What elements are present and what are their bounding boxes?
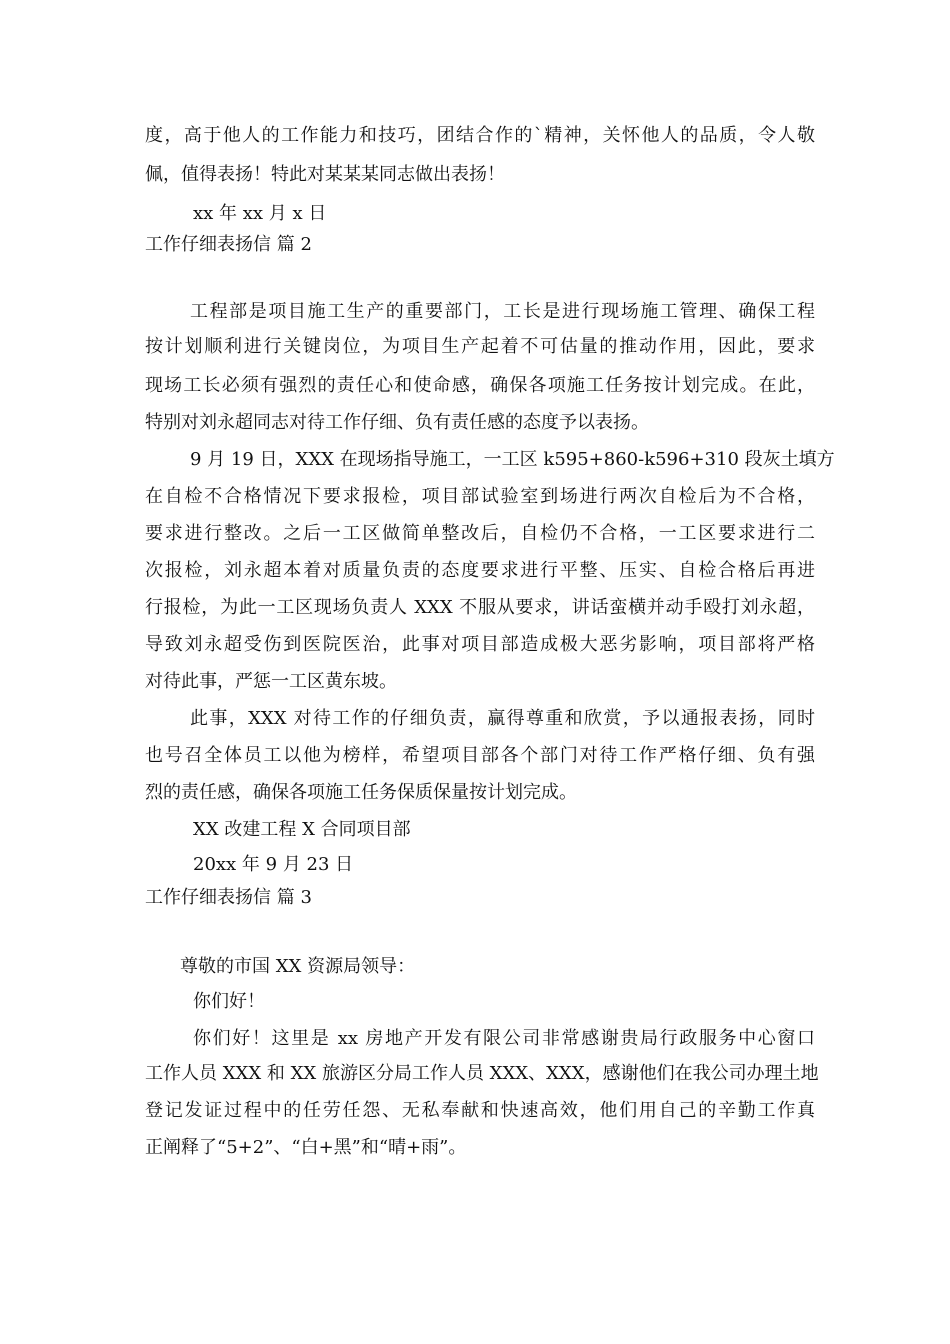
date-line: 20xx 年 9 月 23 日	[193, 854, 354, 875]
paragraph-line: 在自检不合格情况下要求报检，项目部试验室到场进行两次自检后为不合格，	[145, 486, 815, 507]
paragraph-line: 现场工长必须有强烈的责任心和使命感，确保各项施工任务按计划完成。在此，	[145, 375, 815, 396]
paragraph-line: 按计划顺利进行关键岗位，为项目生产起着不可估量的推动作用，因此，要求	[145, 336, 815, 357]
paragraph-line: 次报检，刘永超本着对质量负责的态度要求进行平整、压实、自检合格后再进	[145, 560, 815, 581]
paragraph-line: 也号召全体员工以他为榜样，希望项目部各个部门对待工作严格仔细、负有强	[145, 745, 815, 766]
section-heading: 工作仔细表扬信 篇 3	[145, 887, 312, 908]
paragraph-line: 正阐释了“5+2”、“白+黑”和“晴+雨”。	[145, 1137, 467, 1158]
greeting: 你们好！	[193, 991, 265, 1012]
paragraph-line: 工程部是项目施工生产的重要部门，工长是进行现场施工管理、确保工程	[190, 301, 815, 322]
paragraph-line: 烈的责任感，确保各项施工任务保质保量按计划完成。	[145, 782, 577, 803]
paragraph-line: 对待此事，严惩一工区黄东坡。	[145, 671, 397, 692]
paragraph-line: 特别对刘永超同志对待工作仔细、负有责任感的态度予以表扬。	[145, 412, 649, 433]
paragraph-line: 导致刘永超受伤到医院医治，此事对项目部造成极大恶劣影响，项目部将严格	[145, 634, 815, 655]
signature-line: XX 改建工程 X 合同项目部	[193, 819, 411, 840]
paragraph-line: 行报检，为此一工区现场负责人 XXX 不服从要求，讲话蛮横并动手殴打刘永超，	[145, 597, 815, 618]
section-heading: 工作仔细表扬信 篇 2	[145, 234, 312, 255]
paragraph-line: 此事，XXX 对待工作的仔细负责，赢得尊重和欣赏，予以通报表扬，同时	[190, 708, 815, 729]
date-line: xx 年 xx 月 x 日	[193, 203, 327, 224]
paragraph-line: 9 月 19 日，XXX 在现场指导施工，一工区 k595+860-k596+310 段灰土填方	[190, 449, 835, 470]
paragraph-line: 你们好！这里是 xx 房地产开发有限公司非常感谢贵局行政服务中心窗口	[193, 1028, 815, 1049]
paragraph-line: 工作人员 XXX 和 XX 旅游区分局工作人员 XXX、XXX，感谢他们在我公司办理土地	[145, 1063, 819, 1084]
paragraph-line: 登记发证过程中的任劳任怨、无私奉献和快速高效，他们用自己的辛勤工作真	[145, 1100, 815, 1121]
salutation: 尊敬的市国 XX 资源局领导：	[180, 956, 416, 977]
paragraph-line: 度，高于他人的工作能力和技巧，团结合作的`精神，关怀他人的品质，令人敬	[145, 125, 815, 146]
paragraph-line: 要求进行整改。之后一工区做简单整改后，自检仍不合格，一工区要求进行二	[145, 523, 815, 544]
paragraph-line: 佩，值得表扬！特此对某某某同志做出表扬！	[145, 164, 505, 185]
